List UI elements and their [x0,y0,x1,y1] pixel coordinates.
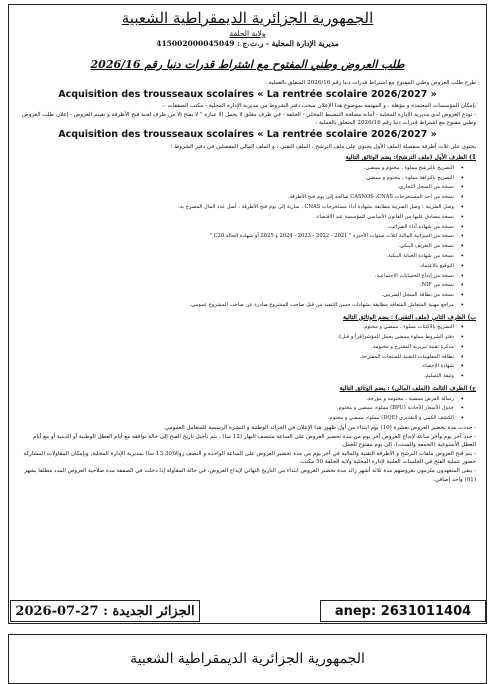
section-financial-list [19,395,476,424]
list-item: • نسخة من الميزانية المالية لثلاث سنوات الأخيرة " 2021 - 2022 - 2023 - 2024 و 2025 أو شهادة الحالة C20 " [19,232,454,242]
list-item: • الكشف الكمي و التقديري (DQE) مملوء، ممضي و مختوم. [19,414,454,424]
list-item: • نسخة من التعريف البنكي. [19,242,454,252]
paragraph-duration: - حددت مدة تحضير العروض بعشرة (10) يوم ابتداء من أول ظهور هذا الإعلان في الجرائد الوطنية و النشرة الرسمية للمتعامل العمومي. [163,425,476,432]
list-item: • وصل الضريبة : وصل الضريبة مطابقة بشهادة أداء مستخرجات CNAS ، سارية إلى يوم فتح الأظرفة ، أصل عدد المال المصرح به. [19,203,454,213]
newspaper-date-box: الجزائر الجديدة : 27-07-2026 [10,600,200,622]
list-item: • دفتر الشروط مملوء ممضي يحمل المؤشر(قرأ و قبل). [19,333,454,343]
list-item: • مذكرة تقنية تبريرية المقترح و مختومة. [19,343,454,353]
next-notice [8,634,487,684]
list-item: • رسالة العرض ممضية ، مختومة و مؤرخة. [19,395,454,405]
list-item: • نسخة من شهادة الجباية البنكية. [19,252,454,262]
notice-body [9,79,486,484]
directorate-name: مديرية الإدارة المحلية - ر.ت.ج : 415002000045049 [156,39,339,48]
list-item: • نسخة من أحد المستخرجات CASNOS ،CNAS صالحة إلى يوم فتح الأظرفة. [19,193,454,203]
list-item: • نسخة مصادق عليها من القانون الأساسي للمؤسسة عند الاقتضاء. [19,213,454,223]
section-technical-list [19,323,476,382]
republic-title: الجمهورية الجزائرية الديمقراطية الشعبية [121,9,374,27]
paragraph-envelopes: يحتوي على ثلاث أظرفة منفصلة الملف الأول يحتوي على ملف الترشح ، الملف التقني ، و الملف المالي المفصلين في دفتر الشروط : [170,143,476,150]
list-item: • التصريح بالاكتتاب مملوء ، ممضي و مختوم. [19,323,454,333]
list-item: • نسخة من بطاقة السجل الضريبي. [19,291,454,301]
next-notice-title: الجمهورية الجزائرية الديمقراطية الشعبية [130,651,365,667]
list-item: • التصريح بالترشح مملوء ، مختوم و ممضي. [19,164,454,174]
list-item: • نسخة من إيداع الحسابات الاجتماعية. [19,272,454,282]
wilaya-name: ولاية الجلفة [229,29,266,38]
section-technical-title: ب) الظرف الثاني (ملف التقني) : يضم الوثائق التالية [342,313,476,321]
section-candidature-list [19,164,476,311]
operation-title-fr: Acquisition des trousseaux scolaires « La rentrée scolaire 2026/2027 » [58,88,437,100]
operation-title-fr-2: Acquisition des trousseaux scolaires « La rentrée scolaire 2026/2027 » [58,128,437,140]
paragraph-deadline: - حدد أخر يوم وأخر ساعة لإيداع العروض آخر يوم من مدة تحضير العروض على الساعة منتصف النهار (12 سا) ، يتم تأجيل تاريخ الفتح إلى حالة توافقه مع أيام العطل الوطنية أو الدينية أو مع أيام العطل الأسبوعية (الجمعة والسبت)، إلى يوم مفتوح للعمل. [33,433,476,449]
list-item: • التوقيع بالاعتماد. [19,262,454,272]
tender-headline: طلب العروض وطني المفتوح مع اشتراط قدرات دنيا رقم 2026/16 [90,58,405,71]
list-item: • وثيقة التسليم. [19,372,454,382]
list-item: • شهادة الإحصاء. [19,362,454,372]
list-item: • نسخة من شهادة أداء الضرائب. [19,223,454,233]
tender-notice [8,4,487,624]
paragraph-opening: - يتم فتح العروض ملفات الترشح و الأظرفة التقنية والمالية في آخر يوم من مدة تحضير العروض على الساعة الواحدة و النصف زوالا(13.30 سا) بمديرية الإدارة المحلية، وبإمكان المقاولات المشاركة حضور عملية الفتح في الجلسات العلنية لإدارة المحلية ولاية الجلفة 50 مكتب. [23,450,476,466]
paragraph-deposit: - تودع العروض لدى مديرية الإدارة المحلية - أمانة مصلحة التنشيط المحلي - الجلفة - في ظرف مغلق لا يحمل إلا عبارة " لا يفتح إلا من طرف لجنة فتح الأظرفة و تقييم العروض - إعلان طلب العروض وطني مفتوح مع اشتراط قدرات دنيا رقم 2026/16 المتعلق بالعملية : [21,111,476,127]
list-item: • نسخة من NIF. [19,281,454,291]
list-item: • بطاقة المعلومات التقنية للمنتجات المقترحة. [19,353,454,363]
list-item: • جدول الأسعار الأحادية (BPU) مملوء، ممضي و مختوم. [19,404,454,414]
section-financial-title: ج) الظرف الثالث (الملف المالي) : يضم الوثائق التالية [339,385,476,393]
anep-number-box: anep: 2631011404 [320,600,486,622]
paragraph-withdraw: بإمكان المؤسسات المعتمدة و مؤهلة ، و المهتمة بموضوع هذا الإعلان سحب دفتر الشروط من مديرية الإدارة المحلية - مكتب الصفقات -. [162,103,476,110]
list-item: • مراجع مهنية المتعامل المتعاقد مطابقة بشهادات حسن التنفيذ من قبل صاحب المشروع صادرة عن صاحب المشروع عمومي. [19,301,454,311]
section-candidature-title: 1) الظرف الأول (ملف الترشح): يضم الوثائق التالية [345,154,476,162]
paragraph-validity: - يبقى المتعهدون ملزمون بعروضهم مدة ثلاثة أشهر زائد مدة تحضير العروض ابتداء من التاريخ النهائي لإيداع العروض، في حالة المقاولة إذا دخلت في الصفقة مدة صلاحية العروض المدد مطلقا بشهر (01) واحد إضافي. [24,468,476,483]
list-item: • نسخة من السجل التجاري. [19,183,454,193]
list-item: • التصريح بالنزاهة مملوء ، مختوم و ممضي. [19,174,454,184]
intro-paragraph: طرح طلب العروض وطني المفتوح مع اشتراط قدرات دنيا رقم 2026/16 المتعلق بالعملية : [265,80,476,86]
